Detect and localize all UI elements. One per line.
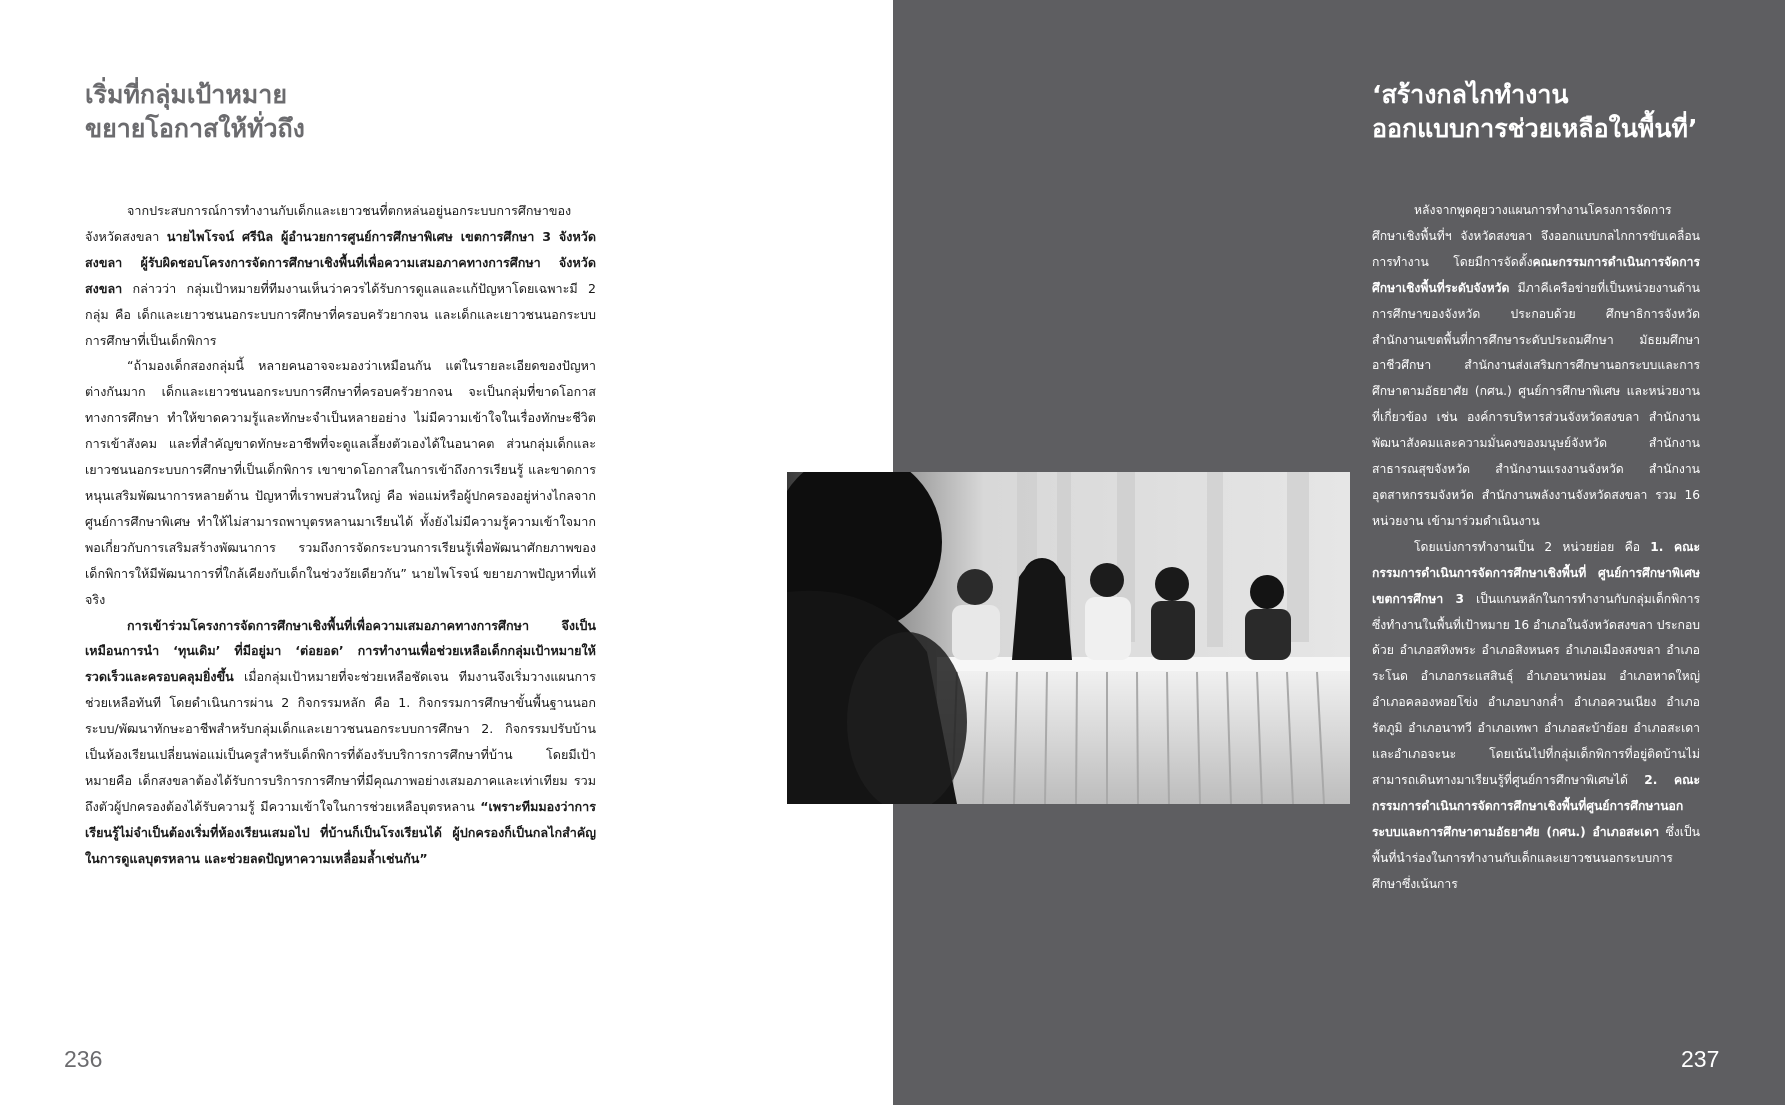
- bold-text-span: “เพราะทีมมองว่าการเรียนรู้ไม่จำเป็นต้องเริ่มที่ห้องเรียนเสมอไป ที่บ้านก็เป็นโรงเรียนได้ ผู้ปกครองก็เป็นกลไกสำคัญในการดูแลบุตรหลาน และช่วยลดปัญหาความเหลื่อมล้ำเช่นกัน”: [85, 798, 596, 866]
- meeting-photo: [787, 472, 1350, 804]
- left-body-text: [85, 198, 596, 872]
- meeting-photo-illustration: [787, 472, 1350, 804]
- left-heading: [85, 78, 605, 146]
- right-heading-line-1: ‘สร้างกลไกทำงาน: [1372, 80, 1569, 109]
- bold-text-span: 2. คณะกรรมการดำเนินการจัดการศึกษาเชิงพื้นที่ศูนย์การศึกษานอกระบบและการศึกษาตามอัธยาศัย (กศน.) อำเภอสะเดา: [1372, 772, 1700, 839]
- body-paragraph: [85, 353, 596, 612]
- text-span: “ถ้ามองเด็กสองกลุ่มนี้ หลายคนอาจจะมองว่าเหมือนกัน แต่ในรายละเอียดของปัญหาต่างกันมาก เด็กและเยาวชนนอกระบบการศึกษาที่ครอบครัวยากจน จะเป็นกลุ่มที่ขาดโอกาสทางการศึกษา ทำให้ขาดความรู้และทักษะจำเป็นหลายอย่าง ไม่มีความเข้าใจในเรื่องทักษะชีวิต การเข้าสังคม และที่สำคัญขาดทักษะอาชีพที่จะดูแลเลี้ยงตัวเองได้ในอนาคต ส่วนกลุ่มเด็กและเยาวชนนอกระบบการศึกษาที่เป็นเด็กพิการ เขาขาดโอกาสในการเข้าถึงการเรียนรู้ และขาดการหนุนเสริมพัฒนาการหลายด้าน ปัญหาที่เราพบส่วนใหญ่ คือ พ่อแม่หรือผู้ปกครองอยู่ห่างไกลจากศูนย์การศึกษาพิเศษ ทำให้ไม่สามารถพาบุตรหลานมาเรียนได้ ทั้งยังไม่มีความรู้ความเข้าใจมากพอเกี่ยวกับการเสริมสร้างพัฒนาการ รวมถึงการจัดกระบวนการเรียนรู้เพื่อพัฒนาศักยภาพของเด็กพิการให้มีพัฒนาการที่ใกล้เคียงกับเด็กในช่วงวัยเดียวกัน” นายไพโรจน์ ขยายภาพปัญหาที่แท้จริง: [85, 358, 596, 607]
- bold-text-span: การเข้าร่วมโครงการจัดการศึกษาเชิงพื้นที่เพื่อความเสมอภาคทางการศึกษา จึงเป็นเหมือนการนำ ‘ทุนเดิม’ ที่มีอยู่มา ‘ต่อยอด’ การทำงานเพื่อช่วยเหลือเด็กกลุ่มเป้าหมายให้รวดเร็วและครอบคลุมยิ่งขึ้น: [85, 617, 596, 685]
- body-paragraph: [85, 198, 596, 353]
- body-paragraph: [1372, 535, 1700, 898]
- left-heading-line-1: เริ่มที่กลุ่มเป้าหมาย: [85, 80, 287, 109]
- text-span: ซึ่งเป็นพื้นที่นำร่องในการทำงานกับเด็กและเยาวชนนอกระบบการศึกษาซึ่งเน้นการ: [1372, 824, 1700, 891]
- text-span: จากประสบการณ์การทำงานกับเด็กและเยาวชนที่ตกหล่นอยู่นอกระบบการศึกษาของจังหวัดสงขลา: [85, 203, 572, 244]
- text-span: เป็นแกนหลักในการทำงานกับกลุ่มเด็กพิการ ซึ่งทำงานในพื้นที่เป้าหมาย 16 อำเภอในจังหวัดสงขลา ประกอบด้วย อำเภอสทิงพระ อำเภอสิงหนคร อำเภอเมืองสงขลา อำเภอระโนด อำเภอกระแสสินธุ์ อำเภอนาหม่อม อำเภอหาดใหญ่ อำเภอคลองหอยโข่ง อำเภอบางกล่ำ อำเภอควนเนียง อำเภอรัตภูมิ อำเภอนาทวี อำเภอเทพา อำเภอสะบ้าย้อย อำเภอสะเดา และอำเภอจะนะ โดยเน้นไปที่กลุ่มเด็กพิการที่อยู่ติดบ้านไม่สามารถเดินทางมาเรียนรู้ที่ศูนย์การศึกษาพิเศษได้: [1372, 591, 1700, 787]
- text-span: กล่าวว่า กลุ่มเป้าหมายที่ทีมงานเห็นว่าควรได้รับการดูแลและแก้ปัญหาโดยเฉพาะมี 2 กลุ่ม คือ เด็กและเยาวชนนอกระบบการศึกษาที่ครอบครัวยากจน และเด็กและเยาวชนนอกระบบการศึกษาที่เป็นเด็กพิการ: [85, 280, 596, 348]
- left-heading-line-2: ขยายโอกาสให้ทั่วถึง: [85, 114, 305, 143]
- right-heading: [1372, 78, 1732, 146]
- bold-text-span: 1. คณะกรรมการดำเนินการจัดการศึกษาเชิงพื้นที่ ศูนย์การศึกษาพิเศษ เขตการศึกษา 3: [1372, 539, 1701, 606]
- right-body-text: [1372, 198, 1700, 897]
- right-heading-line-2: ออกแบบการช่วยเหลือในพื้นที่’: [1372, 114, 1698, 143]
- text-span: มีภาคีเครือข่ายที่เป็นหน่วยงานด้านการศึกษาของจังหวัด ประกอบด้วย ศึกษาธิการจังหวัด สำนักงานเขตพื้นที่การศึกษาระดับประถมศึกษา มัธยมศึกษา อาชีวศึกษา สำนักงานส่งเสริมการศึกษานอกระบบและการศึกษาตามอัธยาศัย (กศน.) ศูนย์การศึกษาพิเศษ และหน่วยงานที่เกี่ยวข้อง เช่น องค์การบริหารส่วนจังหวัดสงขลา สำนักงานพัฒนาสังคมและความมั่นคงของมนุษย์จังหวัด สำนักงานสาธารณสุขจังหวัด สำนักงานแรงงานจังหวัด สำนักงานอุตสาหกรรมจังหวัด สำนักงานพลังงานจังหวัดสงขลา รวม 16 หน่วยงาน เข้ามาร่วมดำเนินงาน: [1372, 280, 1700, 528]
- page-number-right: 237: [1681, 1046, 1720, 1072]
- bold-text-span: คณะกรรมการดำเนินการจัดการศึกษาเชิงพื้นที่ระดับจังหวัด: [1372, 254, 1700, 295]
- body-paragraph: [85, 613, 596, 872]
- bold-text-span: นายไพโรจน์ ศรีนิล ผู้อำนวยการศูนย์การศึกษาพิเศษ เขตการศึกษา 3 จังหวัดสงขลา ผู้รับผิดชอบโครงการจัดการศึกษาเชิงพื้นที่เพื่อความเสมอภาคทางการศึกษา จังหวัดสงขลา: [85, 228, 596, 296]
- text-span: หลังจากพูดคุยวางแผนการทำงานโครงการจัดการศึกษาเชิงพื้นที่ฯ จังหวัดสงขลา จึงออกแบบกลไกการขับเคลื่อนการทำงาน โดยมีการจัดตั้ง: [1372, 203, 1700, 269]
- text-span: เมื่อกลุ่มเป้าหมายที่จะช่วยเหลือชัดเจน ทีมงานจึงเริ่มวางแผนการช่วยเหลือทันที โดยดำเนินการผ่าน 2 กิจกรรมหลัก คือ 1. กิจกรรมการศึกษาขั้นพื้นฐานนอกระบบ/พัฒนาทักษะอาชีพสำหรับกลุ่มเด็กและเยาวชนนอกระบบการศึกษา 2. กิจกรรมปรับบ้านเป็นห้องเรียนเปลี่ยนพ่อแม่เป็นครูสำหรับเด็กพิการที่ต้องรับบริการการศึกษาที่บ้าน โดยมีเป้าหมายคือ เด็กสงขลาต้องได้รับการบริการการศึกษาที่มีคุณภาพอย่างเสมอภาคและเท่าเทียม รวมถึงตัวผู้ปกครองต้องได้รับความรู้ มีความเข้าใจในการช่วยเหลือบุตรหลาน: [85, 669, 596, 814]
- page-number-left: 236: [64, 1046, 103, 1072]
- text-span: โดยแบ่งการทำงานเป็น 2 หน่วยย่อย คือ: [1414, 539, 1651, 554]
- body-paragraph: [1372, 198, 1700, 535]
